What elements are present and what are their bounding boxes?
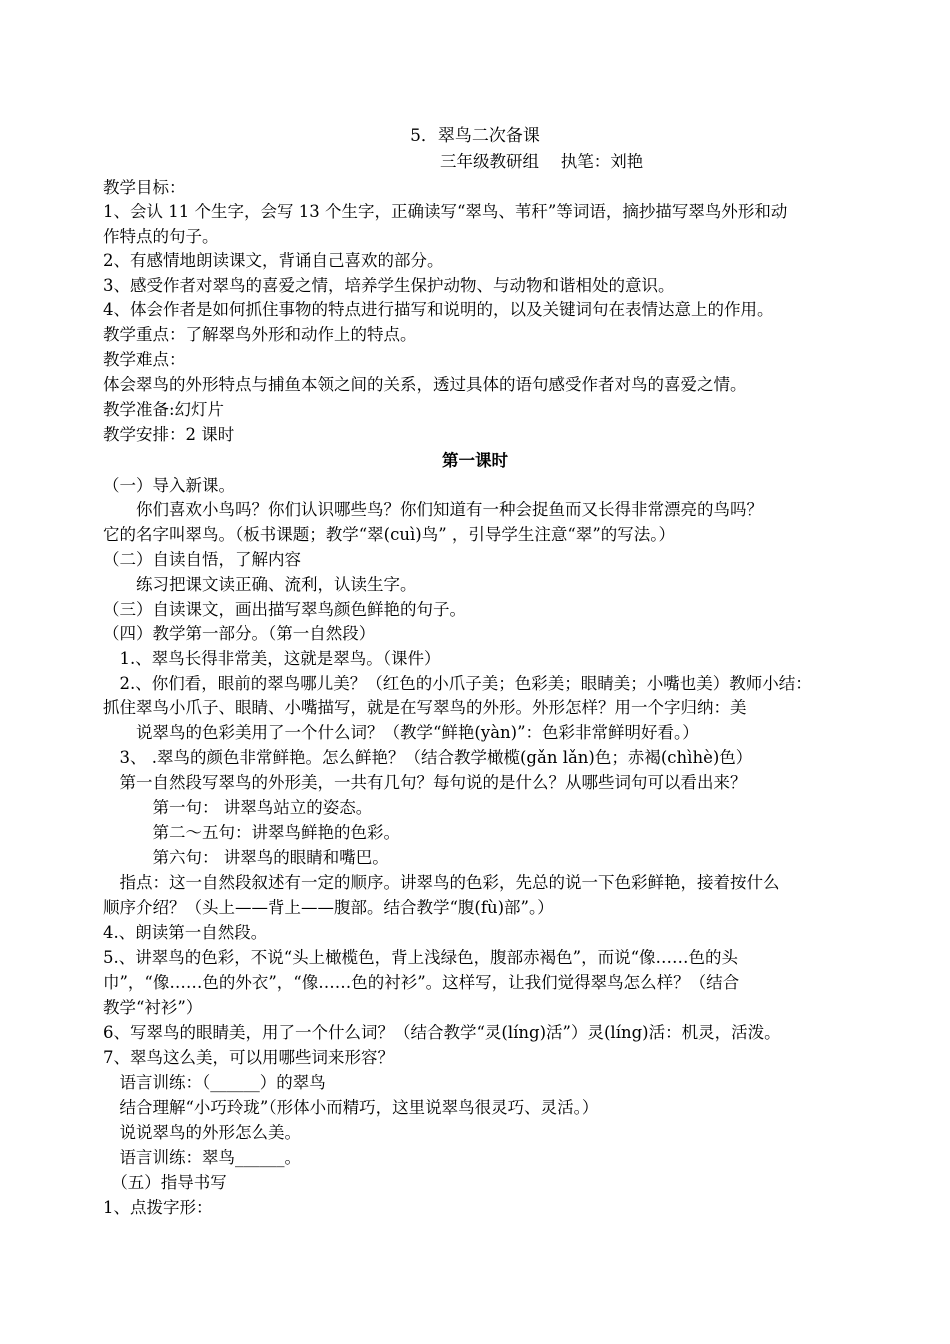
text-line: 第一句： 讲翠鸟站立的姿态。 — [103, 798, 373, 817]
text-line: （二）自读自悟，了解内容 — [103, 550, 301, 569]
text-line: 第六句： 讲翠鸟的眼睛和嘴巴。 — [103, 848, 389, 867]
document-subtitle: 三年级教研组 执笔：刘艳 — [440, 152, 644, 171]
text-line: 教学准备:幻灯片 — [103, 400, 225, 419]
text-line: 2、有感情地朗读课文，背诵自己喜欢的部分。 — [103, 251, 444, 270]
text-line: 7、翠鸟这么美，可以用哪些词来形容？ — [103, 1048, 394, 1067]
text-line: 语言训练：（______）的翠鸟 — [103, 1073, 326, 1092]
text-line: 结合理解“小巧玲珑”（形体小而精巧，这里说翠鸟很灵巧、灵活。） — [103, 1098, 599, 1117]
text-line: 它的名字叫翠鸟。（板书课题；教学“翠(cuì)鸟” ，引导学生注意“翠”的写法。） — [103, 525, 676, 544]
text-line: （三）自读课文，画出描写翠鸟颜色鲜艳的句子。 — [103, 600, 466, 619]
text-line: 教学“衬衫”） — [103, 998, 203, 1017]
document-title: 5．翠鸟二次备课 — [410, 126, 540, 146]
text-line: 教学安排：2 课时 — [103, 425, 235, 444]
text-line: 说说翠鸟的外形怎么美。 — [103, 1123, 301, 1142]
text-line: （五）指导书写 — [103, 1173, 227, 1192]
text-line: （四）教学第一部分。（第一自然段） — [103, 624, 376, 643]
text-line: 1、点拨字形： — [103, 1198, 213, 1217]
text-line: 抓住翠鸟小爪子、眼睛、小嘴描写，就是在写翠鸟的外形。外形怎样？用一个字归纳：美 — [103, 698, 747, 717]
text-line: 第二～五句：讲翠鸟鲜艳的色彩。 — [103, 823, 400, 842]
text-line: 语言训练：翠鸟______。 — [103, 1148, 301, 1167]
text-line: 教学难点： — [103, 350, 186, 369]
text-line: 4.、朗读第一自然段。 — [103, 923, 268, 942]
text-line: 巾”，“像……色的外衣”，“像……色的衬衫”。这样写，让我们觉得翠鸟怎么样？（结合 — [103, 973, 740, 992]
text-line: 教学目标： — [103, 178, 186, 197]
text-line: （一）导入新课。 — [103, 476, 235, 495]
text-line: 1.、翠鸟长得非常美，这就是翠鸟。（课件） — [103, 649, 441, 668]
text-line: 6、写翠鸟的眼睛美，用了一个什么词？（结合教学“灵(líng)活”）灵(líng)活：机灵，活泼。 — [103, 1023, 781, 1042]
section-heading: 第一课时 — [442, 451, 508, 470]
text-line: 3、感受作者对翠鸟的喜爱之情，培养学生保护动物、与动物和谐相处的意识。 — [103, 276, 675, 295]
text-line: 第一自然段写翠鸟的外形美，一共有几句？每句说的是什么？从哪些词句可以看出来？ — [103, 773, 747, 792]
text-line: 1、会认 11 个生字，会写 13 个生字，正确读写“翠鸟、苇秆”等词语，摘抄描写翠鸟外形和动 — [103, 202, 788, 221]
text-line: 体会翠鸟的外形特点与捕鱼本领之间的关系，透过具体的语句感受作者对鸟的喜爱之情。 — [103, 375, 747, 394]
text-line: 顺序介绍？（头上——背上——腹部。结合教学“腹(fù)部”。） — [103, 898, 554, 917]
text-line: 作特点的句子。 — [103, 227, 219, 246]
text-line: 你们喜欢小鸟吗？你们认识哪些鸟？你们知道有一种会捉鱼而又长得非常漂亮的鸟吗？ — [103, 500, 763, 519]
text-line: 指点：这一自然段叙述有一定的顺序。讲翠鸟的色彩，先总的说一下色彩鲜艳，接着按什么 — [103, 873, 780, 892]
text-line: 说翠鸟的色彩美用了一个什么词？（教学“鲜艳(yàn)”：色彩非常鲜明好看。） — [103, 723, 699, 742]
text-line: 5.、讲翠鸟的色彩，不说“头上橄榄色，背上浅绿色，腹部赤褐色”，而说“像……色的头 — [103, 948, 739, 967]
text-line: 3、 .翠鸟的颜色非常鲜艳。怎么鲜艳？（结合教学橄榄(gǎn lǎn)色；赤褐(chìhè)色） — [103, 748, 753, 767]
text-line: 教学重点：了解翠鸟外形和动作上的特点。 — [103, 325, 417, 344]
text-line: 练习把课文读正确、流利，认读生字。 — [103, 575, 417, 594]
text-line: 2.、你们看，眼前的翠鸟哪儿美？（红色的小爪子美；色彩美；眼睛美；小嘴也美）教师小结： — [103, 674, 812, 693]
text-line: 4、体会作者是如何抓住事物的特点进行描写和说明的，以及关键词句在表情达意上的作用。 — [103, 300, 774, 319]
